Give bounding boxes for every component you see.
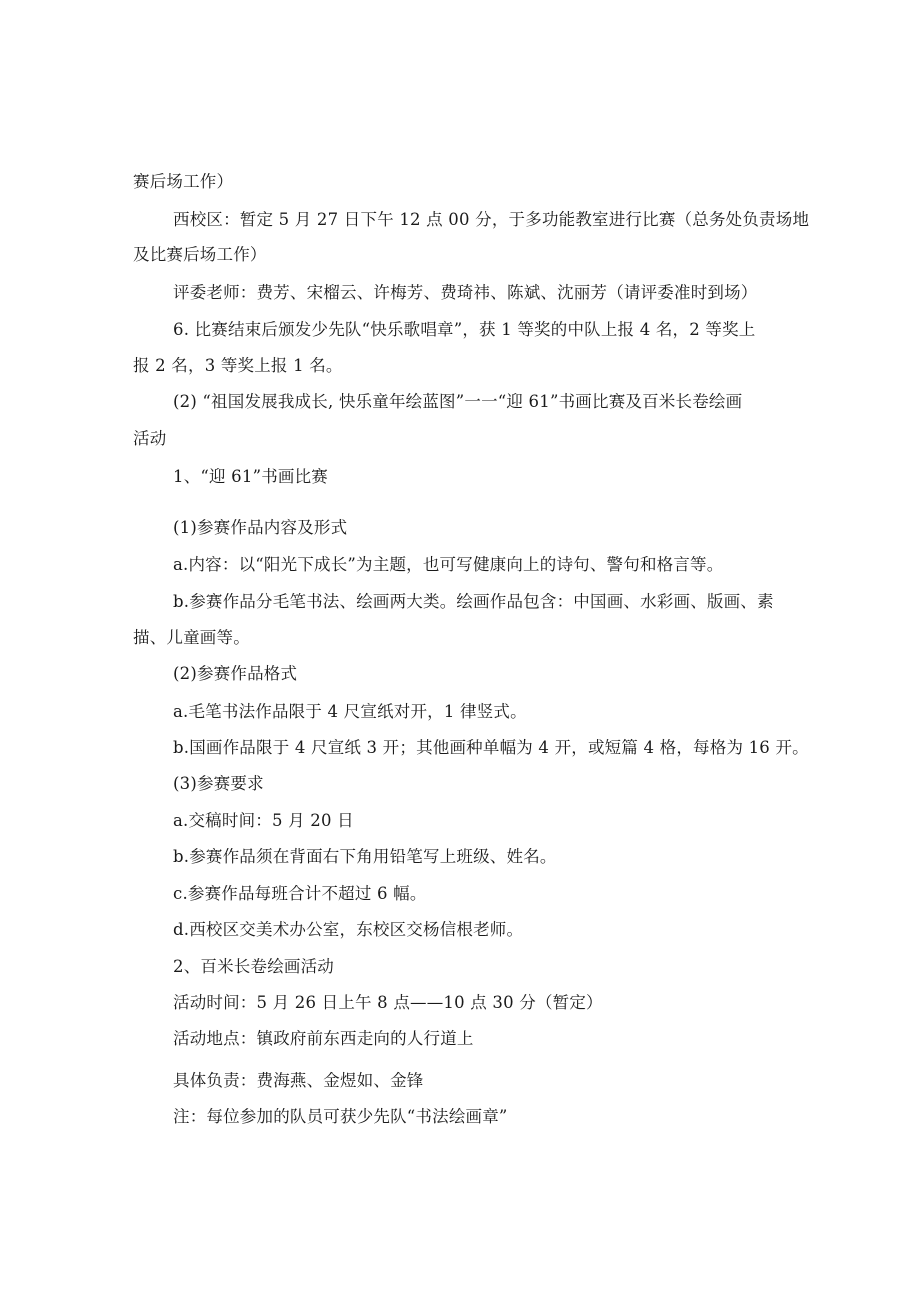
text-line-west-campus-schedule-cont: 及比赛后场工作）: [133, 245, 267, 264]
text-line-west-campus-schedule: 西校区：暂定 5 月 27 日下午 12 点 00 分，于多功能教室进行比赛（总务处负责场地: [173, 210, 810, 229]
text-line-activity-time: 活动时间：5 月 26 日上午 8 点——10 点 30 分（暂定）: [173, 993, 603, 1012]
subsection-heading-calligraphy-contest: 1、“迎 61”书画比赛: [173, 467, 329, 486]
text-line-deadline: a.交稿时间：5 月 20 日: [173, 811, 354, 830]
section-heading-2-cont: 活动: [133, 429, 167, 448]
text-line-item-6-awards-cont: 报 2 名，3 等奖上报 1 名。: [133, 356, 343, 375]
text-line-continuation-previous-section: 赛后场工作）: [133, 172, 234, 191]
subsection-heading-scroll-painting: 2、百米长卷绘画活动: [173, 957, 334, 976]
text-line-quota: c.参赛作品每班合计不超过 6 幅。: [173, 884, 427, 903]
text-line-calligraphy-format: a.毛笔书法作品限于 4 尺宣纸对开，1 律竖式。: [173, 702, 527, 721]
text-line-labeling: b.参赛作品须在背面右下角用铅笔写上班级、姓名。: [173, 847, 557, 866]
section-heading-2: (2) “祖国发展我成长, 快乐童年绘蓝图”一一“迎 61”书画比赛及百米长卷绘画: [173, 392, 743, 411]
text-line-submission-place: d.西校区交美术办公室，东校区交杨信根老师。: [173, 920, 524, 939]
text-line-categories: b.参赛作品分毛笔书法、绘画两大类。绘画作品包含：中国画、水彩画、版画、素: [173, 592, 774, 611]
text-line-activity-location: 活动地点：镇政府前东西走向的人行道上: [173, 1029, 474, 1048]
item-heading-content-form: (1)参赛作品内容及形式: [173, 518, 348, 537]
text-line-content-theme: a.内容：以“阳光下成长”为主题，也可写健康向上的诗句、警句和格言等。: [173, 555, 724, 574]
item-heading-format: (2)参赛作品格式: [173, 664, 298, 683]
text-line-item-6-awards: 6. 比赛结束后颁发少先队“快乐歌唱章”，获 1 等奖的中队上报 4 名，2 等奖上: [173, 320, 756, 339]
text-line-judges: 评委老师：费芳、宋榴云、许梅芳、费琦祎、陈斌、沈丽芳（请评委准时到场）: [173, 283, 758, 302]
text-line-responsible-persons: 具体负责：费海燕、金煜如、金锋: [173, 1071, 424, 1090]
item-heading-requirements: (3)参赛要求: [173, 774, 264, 793]
text-line-categories-cont: 描、儿童画等。: [133, 628, 250, 647]
text-line-painting-format: b.国画作品限于 4 尺宣纸 3 开；其他画种单幅为 4 开，或短篇 4 格，每格为 16 开。: [173, 738, 809, 757]
text-line-note-badge: 注：每位参加的队员可获少先队“书法绘画章”: [173, 1107, 508, 1126]
